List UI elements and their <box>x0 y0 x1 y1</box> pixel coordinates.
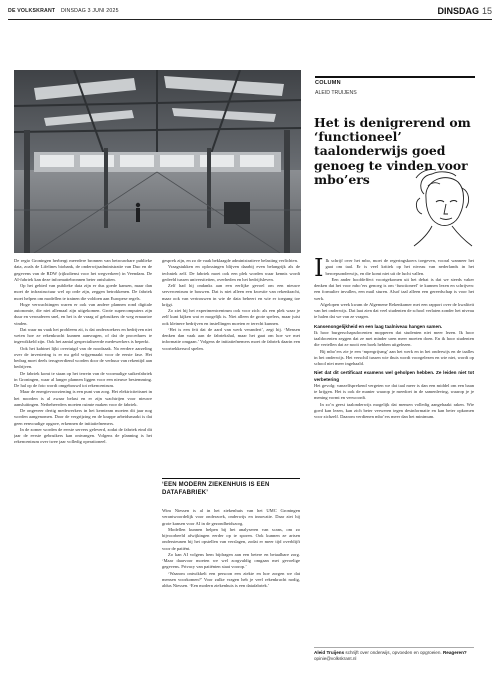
sidebar-column <box>162 508 300 668</box>
c3-p4: Ik hoor burgerschapsdocenten mopperen dat studenten niet meer lezen. Ik hoor taaldocenten zeggen dat ze met minder uren meer moeten doen. En ik hoor studenten die vertellen dat ze nooit een boek hebben uitgelezen. <box>314 329 474 348</box>
c1-p4: Dat waar nu vaak het probleem zit, is dat onderzoekers en bedrijven niet weten hoe ze rekenkracht kunnen aanvragen, of dat de procedures te ingewikkeld zijn. Ook het aantal gespecialiseerde medewerkers is beperkt. <box>14 326 152 345</box>
column-body <box>314 258 474 643</box>
page-label <box>437 6 492 16</box>
sidebar-quote: ‘EEN MODERN ZIEKENHUIS IS EEN DATAFABRIEK’ <box>162 482 270 496</box>
c2-p3: Zelf had hij ondanks aan een eerlijke gevoel om een nieuwe servercentrum te bouwen. Dat is niet alleen een kwestie van rekenkracht, maar ook van vertrouwen in wie de data beheert en wie er toegang toe krijgt. <box>162 283 300 307</box>
c3-p2: Een ander hoofdeffect voortgekomen uit het debat is dat we steeds vaker denken dat het voor mbo’ers genoeg is om ‘functioneel’ te kunnen lezen en schrijven: een formulier invullen, een mail sturen. Alsof taal alleen een gereedschap is voor het werk. <box>314 276 474 301</box>
c2-p4: Zo ziet hij het experimentcentrum ook voor zich: als een plek waar je zelf kunt kijken wat er mogelijk is. Niet alleen de grote spelers, maar juist ook kleinere bedrijven en instellingen moeten er terecht kunnen. <box>162 308 300 326</box>
section-name: DINSDAG <box>437 6 479 16</box>
c3-p6: Het gevolg: vanzelfsprekend vergeten we dat taal meer is dan een middel om een baan te krijgen. Het is ook de manier waarop je meedoet in de samenleving, waarop je je mening vormt en verwoordt. <box>314 382 474 401</box>
factory-hall-illustration <box>14 70 301 253</box>
c1-p2: Op het gebied van publieke data zijn er dus goede kansen, maar dan moet de infrastructuur wel op orde zijn, zeggen betrokkenen. De fabriek moet helpen om modellen te trainen die voldoen aan Europese regels. <box>14 283 152 301</box>
portrait-sketch-icon <box>406 168 476 248</box>
c3-subhead-1: Kansenongelijkheid en een laag taalniveau hangen samen. <box>314 323 443 329</box>
author-bio <box>314 647 474 662</box>
c2b-p1: Wim Niessen is al in het ziekenhuis van het UMC Groningen verantwoordelijk voor onderzoek, onderwijs en innovatie. Daar ziet hij grote kansen voor AI in de gezondheidszorg. <box>162 508 300 526</box>
c3-p1-text: Ik schrijf over het mbo, moet de regeringskoers toegeven, vooral wanneer het gaat om taal. Er is veel kritiek op het niveau van nederlands in het beroepsonderwijs, en die komt niet uit de lucht vallen. <box>325 258 474 276</box>
paper-name: DE VOLKSKRANT <box>8 8 56 14</box>
issue-date: DINSDAG 3 JUNI 2025 <box>60 8 119 14</box>
page-number: 15 <box>481 6 492 16</box>
c1-p9: In de zomer worden de eerste servers geleverd, zodat de fabriek eind dit jaar de eerste gebruikers kan ontvangen. Volgens de planning is het rekencentrum over twee jaar volledig operationeel. <box>14 426 152 445</box>
c1-p7: Maar de energievoorziening is een punt van zorg. Het elektriciteitsnet in het noorden is al zwaar belast en er zijn wachtrijen voor nieuwe aansluitingen. Netbeheerders moeten ruimte maken voor de fabriek. <box>14 389 152 407</box>
c3-subhead-2: Niet dat dit certificaat examens wel geholpen hebben. Ze leiden niet tot verbetering <box>314 370 474 382</box>
column-author: ALEID TRUIJENS <box>315 90 357 96</box>
headline: Het is denigrerend om ‘functioneel’ taalonderwijs goed genoeg te vinden voor mbo’ers <box>314 115 471 187</box>
c1-p1: De regio Groningen herbergt meerdere bronnen van betrouwbare publieke data, zoals de Lifelines biobank, de onderwijsadministratie van Duo en de gegevens van de RDW (rijksdienst voor het wegverkeer) in Veendam. De AI-fabriek kan deze informatiebronnen beter ontsluiten. <box>14 258 152 282</box>
article-column-2 <box>162 258 300 428</box>
c2b-p4: ‘Waarom ontwikkelt een persoon een ziekte en hoe zorgen we dat mensen voorkomen?’ Voor zulke vragen heb je veel rekenkracht nodig, aldus Niessen. ‘Een modern ziekenhuis is een datafabriek.’ <box>162 570 300 588</box>
bio-name: Aleid Truijens <box>314 650 345 655</box>
author-portrait-sketch <box>406 168 476 248</box>
c1-p8: De ongeveer dertig medewerkers in het kernteam moeten dit jaar nog worden aangenomen. Door de vergrijzing en de krappe arbeidsmarkt is dat geen eenvoudige opgave, erkennen de initiatiefnemers. <box>14 408 152 426</box>
masthead-rule <box>8 19 492 20</box>
column-label: COLUMN <box>315 76 475 86</box>
article-column-1 <box>14 258 152 668</box>
c1-p3: Hoge verwachtingen waren er ook van andere plannen rond digitale autonomie, die niet allemaal zijn uitgekomen. Grote supercomputers zijn duur en verouderen snel, en het is de vraag of gebruikers de weg ernaartoe vinden. <box>14 301 152 326</box>
factory-hall-photo <box>14 70 301 253</box>
c2b-p3: Zo kan AI volgens hem bijdragen aan een betere en betaalbare zorg. ‘Maar daarvoor moeten we wel zorgvuldig omgaan met gevoelige gegevens. Privacy van patiënten staat voorop.’ <box>162 551 300 570</box>
masthead <box>8 6 492 18</box>
c3-p7: In zo’n geest taalonderwijs mogelijk dat mensen volledig aangehaakt raken. Wie goed kan lezen, kan zich beter verweren tegen desinformatie en kan beter opkomen voor zichzelf. Daarom verdienen mbo’ers meer dan het minimum. <box>314 401 474 419</box>
bio-reageren: Reageren? <box>442 650 467 655</box>
c2-p1: gesprek zijn, en zo de vaak beklaagde administratieve belasting verlichten. <box>162 258 298 263</box>
sidebar-quote-box <box>162 478 300 497</box>
c2b-p2: Modellen kunnen helpen bij het analyseren van scans, om zo bijvoorbeeld afwijkingen eerder op te sporen. Ook kunnen ze artsen ondersteunen bij het opstellen van verslagen, zodat er meer tijd overblijft voor de patiënt. <box>162 526 300 551</box>
c3-p5: Bij mbo’ers zie je een ‘mpergrijsmg’ aan het werk en in het onderwijs en de taalles in het onderwijs. Het verschil tussen wie thuis wordt voorgelezen en wie niet, wordt op school niet meer ingehaald. <box>314 348 474 366</box>
bio-email-link[interactable]: opinie@volkskrant.nl <box>314 655 357 661</box>
c3-p1 <box>314 258 474 282</box>
c3-p3: Afgelopen week kwam de Algemene Rekenkamer met een rapport over de kwaliteit van het onderwijs. Dat laat zien dat veel studenten de school verlaten zonder het niveau te halen dat we van ze vragen. <box>314 301 474 320</box>
c1-p5: Ook het kabinet lijkt overtuigd van de noodzaak. Na eerdere aarzeling over de investering is er nu geld vrijgemaakt voor de eerste fase. Het bedrag moet deels terugverdiend worden door de verhuur van rekentijd aan bedrijven. <box>14 345 152 370</box>
bio-text: schrijft over onderwijs, opvoeden en opgroeien. <box>345 650 442 655</box>
masthead-paper-date <box>8 8 119 14</box>
c1-p6: De fabriek komt te staan op het terrein van de voormalige suikerfabriek in Groningen, waar al langer plannen liggen voor een nieuwe bestemming. De hal op de foto wordt omgebouwd tot rekencentrum. <box>14 370 152 388</box>
c2-p2: Vraagstukken en oplossingen blijven daarbij even belangrijk als de techniek zelf. De fabriek moet ook een plek worden waar kennis wordt gedeeld tussen universiteiten, overheden en het bedrijfsleven. <box>162 264 300 282</box>
dropcap: I <box>314 258 324 282</box>
c2-p5: ‘Het is een feit dat de aard van werk verandert’, zegt hij. ‘Mensen denken dan vaak aan de fabriekshal, maar het gaat om hoe we met informatie omgaan.’ Volgens de initiatiefnemers moet de fabriek daarin een voortrekkersrol spelen. <box>162 326 300 351</box>
